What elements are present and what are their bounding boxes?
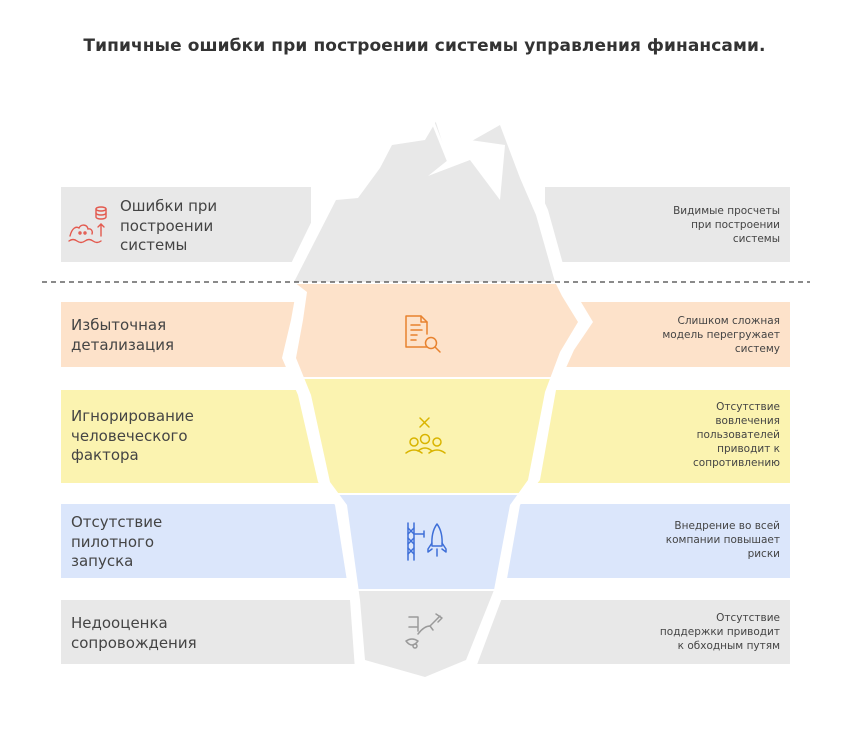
label-left-visible: Ошибки при построении системы: [120, 197, 218, 254]
diagram-title: Типичные ошибки при построении системы управления финансами.: [83, 36, 766, 56]
label-left-pilot: Отсутствие пилотного запуска: [71, 513, 163, 570]
label-left-detail: Избыточная детализация: [71, 316, 175, 354]
label-right-detail: Слишком сложная модель перегружает систему: [662, 315, 780, 355]
label-right-human: Отсутствие вовлечения пользователей приводит к сопротивлению: [693, 401, 780, 469]
label-left-human: Игнорирование человеческого фактора: [71, 407, 194, 464]
label-right-support: Отсутствие поддержки приводит к обходным путям: [659, 612, 780, 652]
label-left-support: Недооценка сопровождения: [71, 614, 197, 652]
label-right-visible: Видимые просчеты при построении системы: [673, 205, 780, 245]
label-right-pilot: Внедрение во всей компании повышает риски: [665, 520, 780, 560]
